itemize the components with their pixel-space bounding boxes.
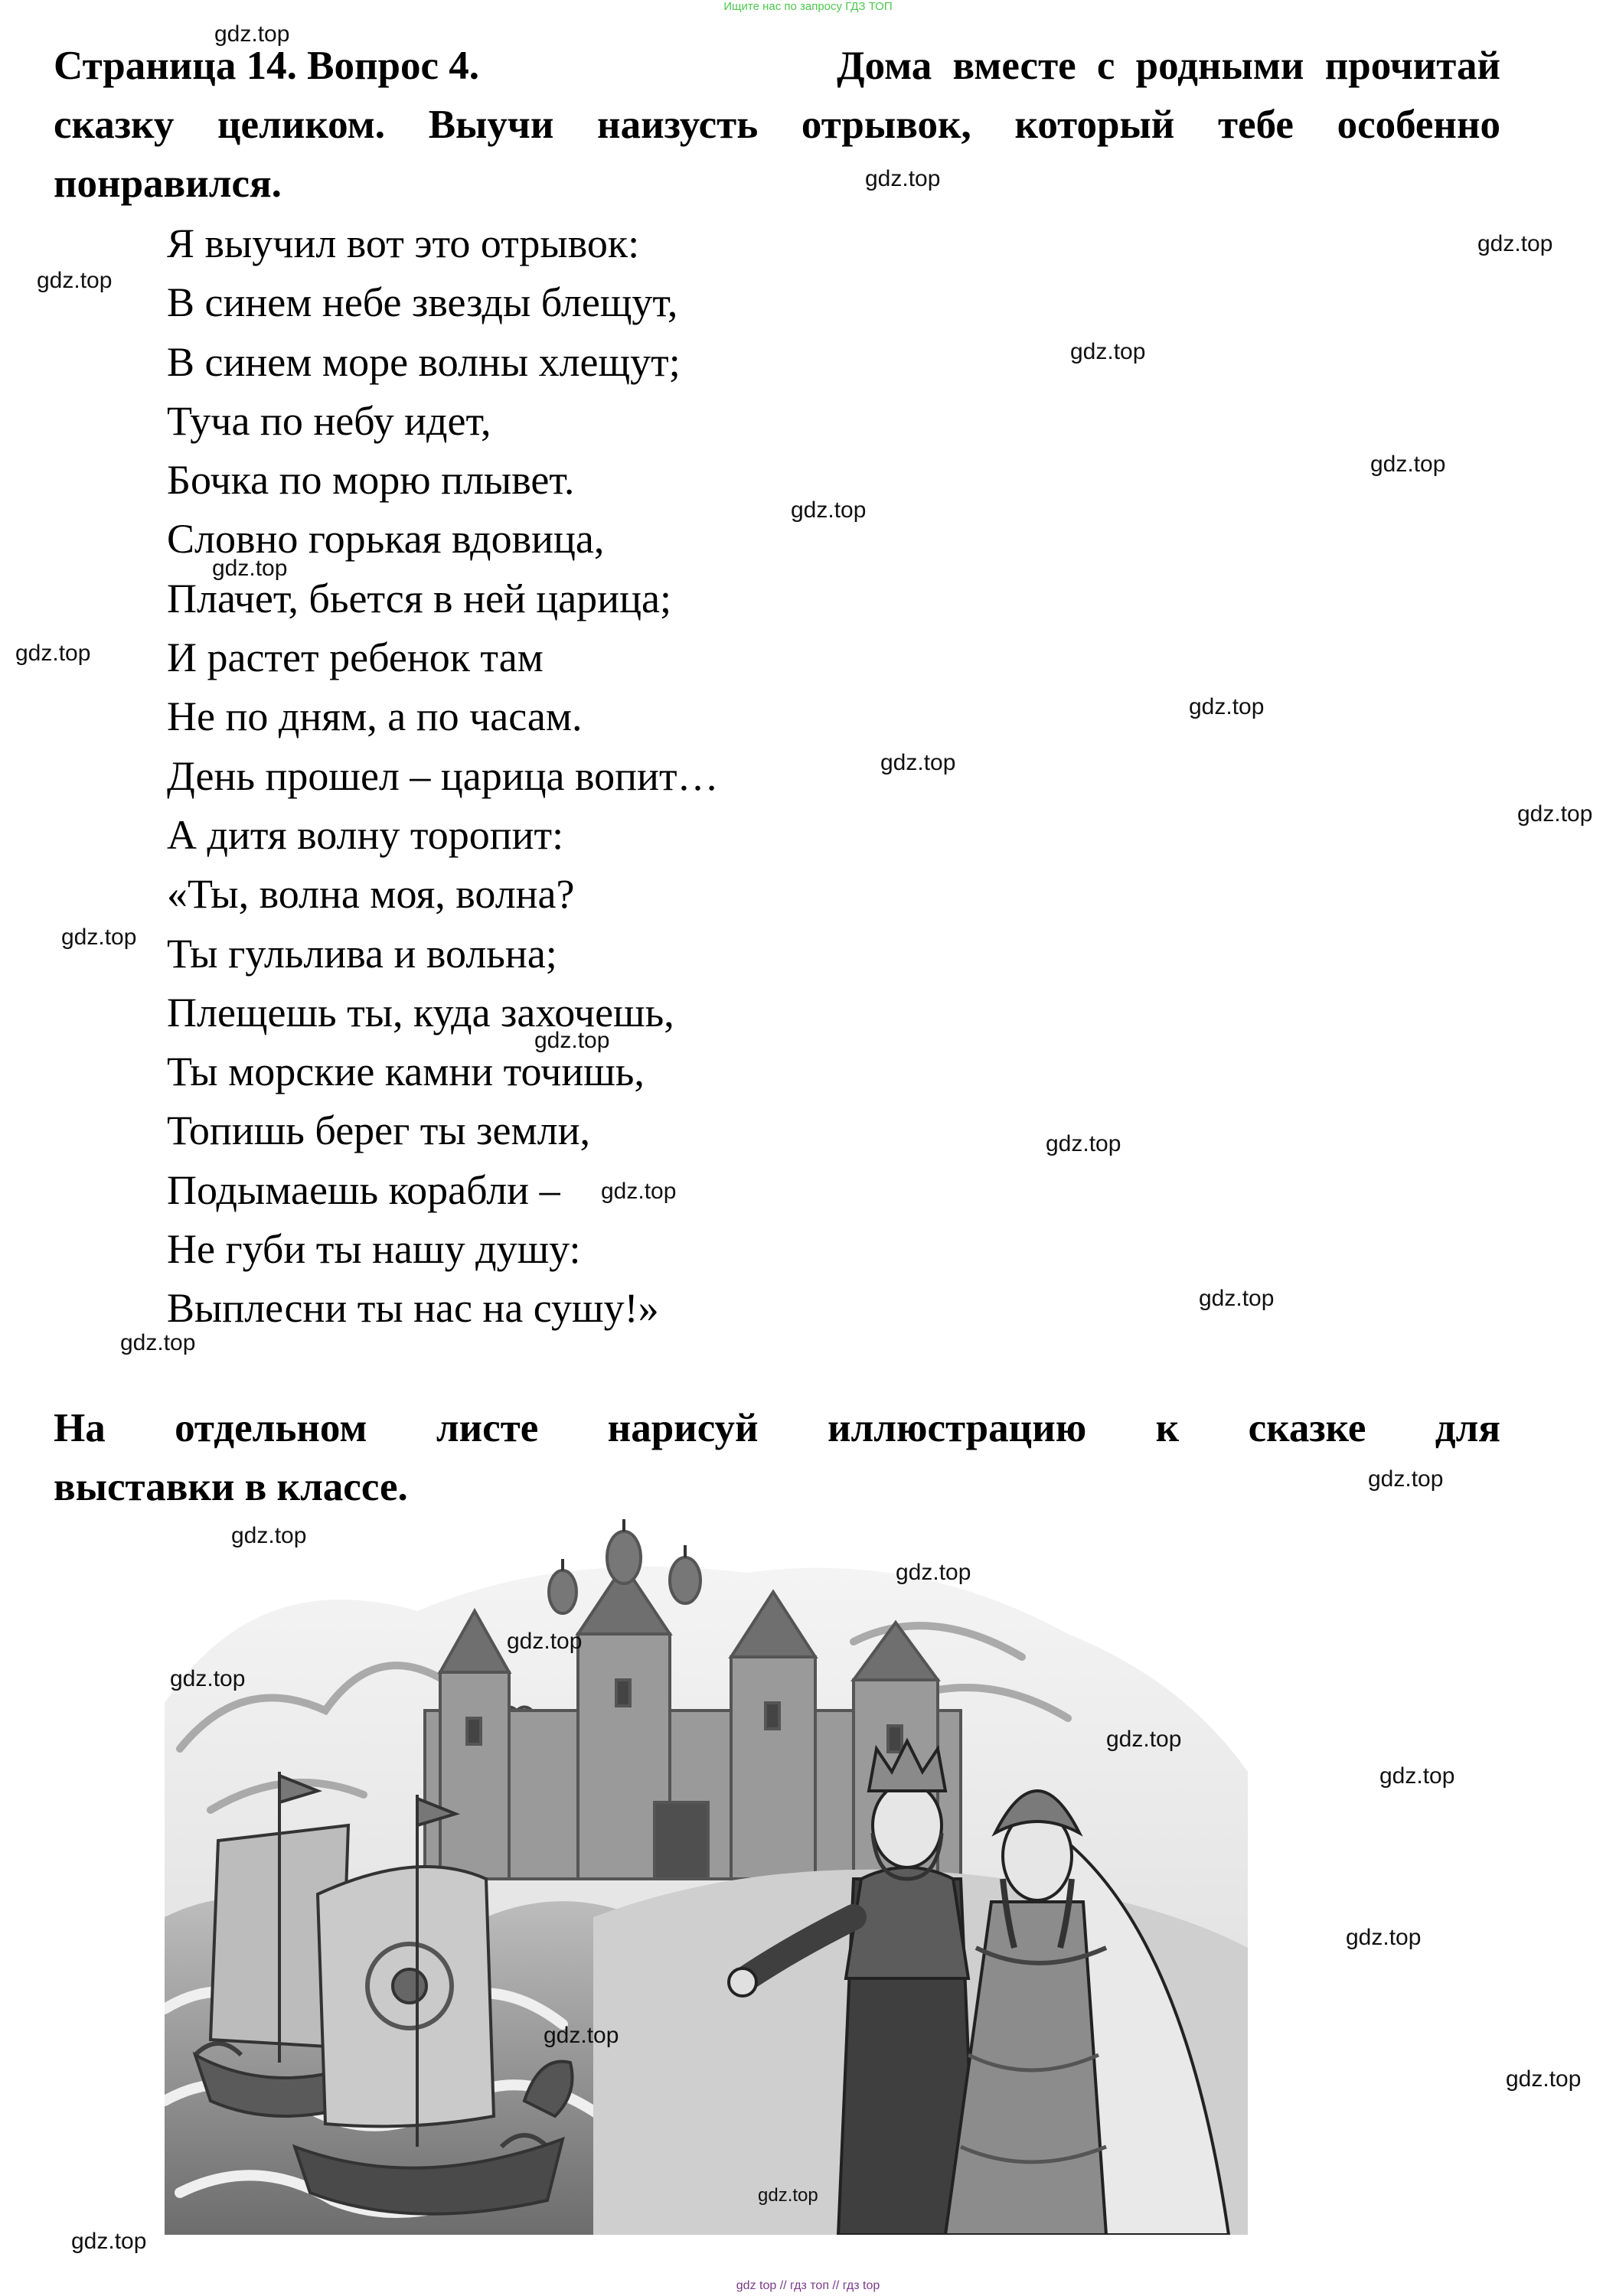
poem-line: Ты гульлива и вольна; <box>167 930 557 977</box>
task-text-1: На отдельном листе нарисуй иллюстрацию к сказке для <box>54 1406 1500 1450</box>
watermark: gdz.top <box>534 1028 610 1053</box>
poem-line: Выплесни ты нас на сушу!» <box>167 1285 659 1332</box>
poem-line: Не губи ты нашу душу: <box>167 1226 581 1273</box>
task-heading <box>54 1399 1500 1517</box>
poem-excerpt <box>167 214 719 1339</box>
poem-line: В синем небе звезды блещут, <box>167 279 678 326</box>
watermark: gdz.top <box>1199 1286 1275 1311</box>
watermark: gdz.top <box>544 2023 619 2048</box>
poem-line: Я выучил вот это отрывок: <box>167 220 640 266</box>
watermark: gdz.top <box>1517 801 1593 827</box>
watermark: gdz.top <box>1070 339 1146 364</box>
watermark: gdz.top <box>214 21 290 47</box>
watermark: gdz.top <box>61 925 137 950</box>
watermark: gdz.top <box>71 2229 147 2254</box>
poem-line: Подымаешь корабли – <box>167 1166 560 1213</box>
poem-line: Бочка по морю плывет. <box>167 457 575 504</box>
watermark: gdz.top <box>601 1179 677 1204</box>
watermark: gdz.top <box>1189 694 1265 719</box>
question-text-3: понравился. <box>54 161 282 206</box>
poem-line: «Ты, волна моя, волна? <box>167 871 575 918</box>
poem-line: А дитя волну торопит: <box>167 811 564 858</box>
watermark: gdz.top <box>791 497 867 523</box>
top-note: Ищите нас по запросу ГДЗ ТОП <box>723 0 893 13</box>
poem-line: Не по дням, а по часам. <box>167 693 583 740</box>
watermark: gdz.top <box>507 1629 583 1654</box>
watermark: gdz.top <box>170 1666 246 1691</box>
watermark: gdz.top <box>896 1560 971 1585</box>
task-text-2: выставки в классе. <box>54 1465 408 1509</box>
poem-line: Туча по небу идет, <box>167 397 491 444</box>
watermark: gdz.top <box>1368 1466 1444 1492</box>
question-text-1: Дома вместе с родными прочитай <box>837 44 1500 88</box>
watermark: gdz.top <box>880 750 956 775</box>
watermark: gdz.top <box>15 641 91 666</box>
fairy-tale-illustration <box>165 1519 1248 2235</box>
poem-line: День прошел – царица вопит… <box>167 752 719 799</box>
poem-line: В синем море волны хлещут; <box>167 338 681 385</box>
poem-line: Плещешь ты, куда захочешь, <box>167 989 674 1035</box>
watermark: gdz.top <box>865 166 941 191</box>
watermark: gdz.top <box>1346 1925 1422 1950</box>
watermark: gdz.top <box>231 1523 307 1548</box>
poem-line: Ты морские камни точишь, <box>167 1049 645 1095</box>
watermark: gdz.top <box>37 268 113 293</box>
watermark: gdz.top <box>1477 231 1553 256</box>
watermark: gdz.top <box>1370 452 1446 477</box>
question-label: Страница 14. Вопрос 4. <box>54 44 479 88</box>
footer: gdz top // гдз топ // гдз top <box>736 2279 880 2292</box>
poem-line: Словно горькая вдовица, <box>167 516 605 563</box>
watermark: gdz.top <box>1506 2066 1582 2092</box>
poem-line: Плачет, бьется в ней царица; <box>167 575 671 621</box>
watermark: gdz.top <box>758 2185 818 2206</box>
watermark: gdz.top <box>212 556 288 581</box>
poem-line: И растет ребенок там <box>167 634 544 681</box>
poem-line: Топишь берег ты земли, <box>167 1107 590 1154</box>
question-text-2: сказку целиком. Выучи наизусть отрывок, который тебе особенно <box>54 103 1500 147</box>
watermark: gdz.top <box>1106 1727 1182 1752</box>
question-heading <box>54 37 1500 214</box>
watermark: gdz.top <box>120 1330 196 1355</box>
watermark: gdz.top <box>1379 1763 1455 1789</box>
watermark: gdz.top <box>1046 1131 1121 1156</box>
